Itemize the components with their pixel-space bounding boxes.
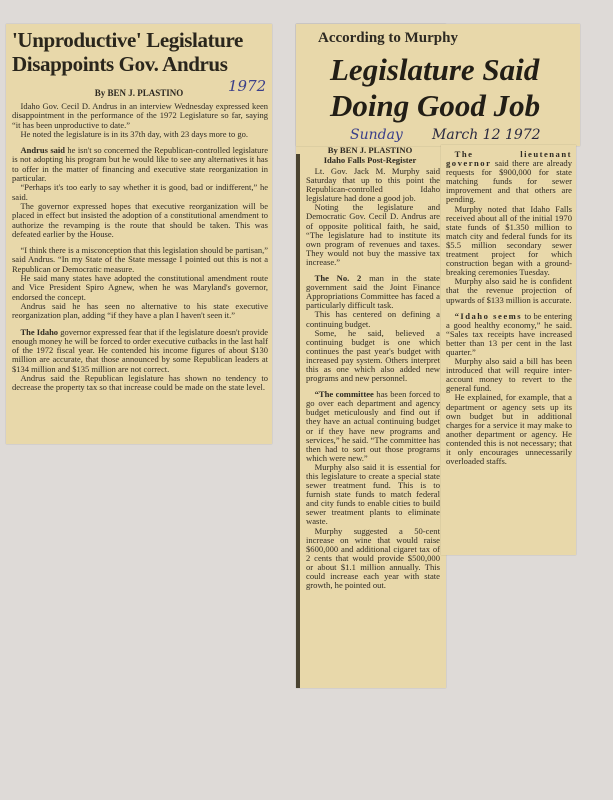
left-headline bbox=[12, 28, 243, 76]
paragraph-text: he isn't so concerned the Republican-controlled legislature is not adopting his program but he would like to see any alternatives it has to offer in the matter of financing and executive state reorganization in particular. bbox=[12, 145, 268, 184]
paragraph-text: said there are already requests for $900,000 for state matching funds for sewer improvement and that others are pending. bbox=[446, 158, 572, 205]
paragraph bbox=[446, 393, 572, 466]
paragraph bbox=[12, 274, 268, 302]
paragraph-text: “I think there is a misconception that this legislation should be partisan,” said Andrus. “In my State of the State message I pointed out this is not a Republican or Democratic measure. bbox=[12, 245, 268, 274]
left-article-body bbox=[12, 102, 268, 393]
paragraph-text: He said many states have adopted the constitutional amendment route and Vice President Spiro Agnew, when he was Maryland's governor, endorsed the concept. bbox=[12, 273, 268, 302]
paragraph-lead: The No. 2 bbox=[314, 273, 362, 284]
paragraph bbox=[446, 277, 572, 304]
right-byline bbox=[300, 146, 440, 165]
paragraph-text: The governor expressed hopes that executive reorganization will be placed in effect but insisted the adoption of a constitutional amendment to authorize the revamping is the route that should be taken. This was defeated earlier by the House. bbox=[12, 200, 268, 239]
paragraph bbox=[12, 246, 268, 274]
left-byline: By BEN J. PLASTINO bbox=[94, 88, 184, 98]
paragraph-text: man in the state government said the Joint Finance Appropriations Committee has faced a particularly difficult task. bbox=[306, 273, 440, 311]
paragraph-text: to be entering a good healthy economy,” he said. “Sales tax receipts have increased better than 13 per cent in the last quarter.” bbox=[446, 310, 573, 357]
paragraph-lead: The lieutenant governor bbox=[446, 149, 572, 169]
paragraph bbox=[12, 374, 268, 393]
paragraph bbox=[12, 146, 268, 183]
paragraph bbox=[306, 310, 440, 328]
handwritten-year: 1972 bbox=[228, 77, 267, 95]
headline-line-1: Legislature Said bbox=[330, 52, 540, 87]
paragraph bbox=[12, 328, 268, 374]
paragraph-lead: The Idaho bbox=[20, 326, 59, 337]
paragraph bbox=[12, 102, 268, 130]
handwritten-day: Sunday bbox=[350, 127, 403, 143]
paragraph bbox=[306, 390, 440, 463]
paragraph bbox=[306, 527, 440, 591]
kicker: According to Murphy bbox=[318, 30, 458, 46]
paragraph-text: He explained, for example, that a department or agency sets up its own budget but in additional charges for a service it may make to another department or agency. He contended this is not necessary; that it only encourages unnecessarily overloaded staffs. bbox=[446, 392, 572, 467]
paragraph bbox=[12, 302, 268, 321]
headline-line-1: 'Unproductive' Legislature bbox=[12, 28, 243, 52]
left-clipping bbox=[6, 24, 272, 444]
right-article-column-2 bbox=[446, 150, 572, 466]
paragraph-lead: “Idaho seems bbox=[454, 310, 523, 321]
paragraph bbox=[12, 183, 268, 202]
paragraph-text: Andrus said he has seen no alternative to his state executive reorganization plan, adding “if they have a plan I haven't seen it.” bbox=[12, 300, 268, 321]
paragraph-text: “Perhaps it's too early to say whether it is good, bad or indifferent,” he said. bbox=[12, 182, 268, 202]
paragraph-text: Murphy also said a bill has been introduced that will require inter-account money to revert to the general fund. bbox=[446, 356, 572, 394]
paragraph bbox=[12, 130, 268, 139]
paragraph bbox=[306, 274, 440, 310]
paragraph bbox=[306, 329, 440, 384]
byline-name: By BEN J. PLASTINO bbox=[327, 145, 413, 155]
headline-line-2: Doing Good Job bbox=[330, 88, 541, 123]
paragraph bbox=[446, 312, 572, 357]
paragraph bbox=[446, 150, 572, 205]
byline-paper: Idaho Falls Post-Register bbox=[323, 154, 417, 165]
paragraph-lead: Andrus said bbox=[20, 145, 65, 156]
paragraph-text: Andrus said the Republican legislature has shown no tendency to decrease the property tax so that increase could be made on the state level. bbox=[12, 373, 268, 393]
paragraph-lead: “The committee bbox=[314, 389, 374, 400]
paragraph bbox=[12, 202, 268, 239]
paragraph bbox=[446, 357, 572, 393]
paragraph bbox=[306, 167, 440, 203]
headline-line-2: Disappoints Gov. Andrus bbox=[12, 52, 228, 76]
paragraph-text: has been forced to go over each department and agency budget meticulously and find out if they have an actual continuing budget or if they have new programs and services,” he said. “The committee has then had to sort out those programs which were new.” bbox=[306, 389, 440, 463]
right-article-column-1 bbox=[306, 167, 440, 590]
handwritten-date: March 12 1972 bbox=[432, 127, 541, 143]
paragraph-text: Some, he said, believed a continuing budget is one which continues the past year's budget with increased pay system. Others interpret this as one which also added new programs and new personnel. bbox=[306, 327, 440, 384]
paragraph-text: Murphy also said he is confident that the revenue projection of upwards of $133 million is accurate. bbox=[446, 276, 572, 305]
paragraph-text: Murphy noted that Idaho Falls received about all of the initial 1970 state funds of $1.350 million to match city and federal funds for its $5.5 million secondary sewer treatment project for which construction began with a ground-breaking ceremonies Tuesday. bbox=[446, 203, 572, 278]
paragraph-text: governor expressed fear that if the legislature doesn't provide enough money he will be forced to order executive cutbacks in the last half of the 1972 fiscal year. He contended his income figures of about $130 million are accurate, that those announced by some Republican leaders at $134 million and $135 million are not correct. bbox=[12, 326, 269, 374]
paragraph bbox=[306, 463, 440, 527]
paragraph-text: Murphy suggested a 50-cent increase on wine that would raise $600,000 and additional cigaret tax of 2 cents that would provide $500,000 or about $1.1 million annually. This could increase each year with state growth, he pointed out. bbox=[306, 525, 440, 591]
paragraph-text: Murphy also said it is essential for this legislature to create a special state sewer treatment fund. This is to furnish state funds to match federal and city funds to enable cities to build sewer treatment plants to eliminate waste. bbox=[306, 461, 440, 527]
paragraph-text: He noted the legislature is in its 37th day, with 23 days more to go. bbox=[20, 128, 248, 139]
paragraph-text: Noting the legislature and Democratic Gov. Cecil D. Andrus are of opposite political faith, he said, “The legislature had to institute its own program of revenues and taxes. They would not buy the massive tax increase.” bbox=[306, 202, 440, 267]
paragraph-text: Idaho Gov. Cecil D. Andrus in an interview Wednesday expressed keen disappointment in the performance of the 1972 Legislature so far, saying “it has been unproductive to date.” bbox=[12, 101, 268, 130]
paragraph-text: Lt. Gov. Jack M. Murphy said Saturday that up to this point the Republican-controlled Idaho legislature had done a good job. bbox=[306, 166, 440, 204]
paragraph bbox=[446, 205, 572, 278]
paragraph-text: This has centered on defining a continuing budget. bbox=[306, 309, 440, 329]
paragraph bbox=[306, 203, 440, 267]
